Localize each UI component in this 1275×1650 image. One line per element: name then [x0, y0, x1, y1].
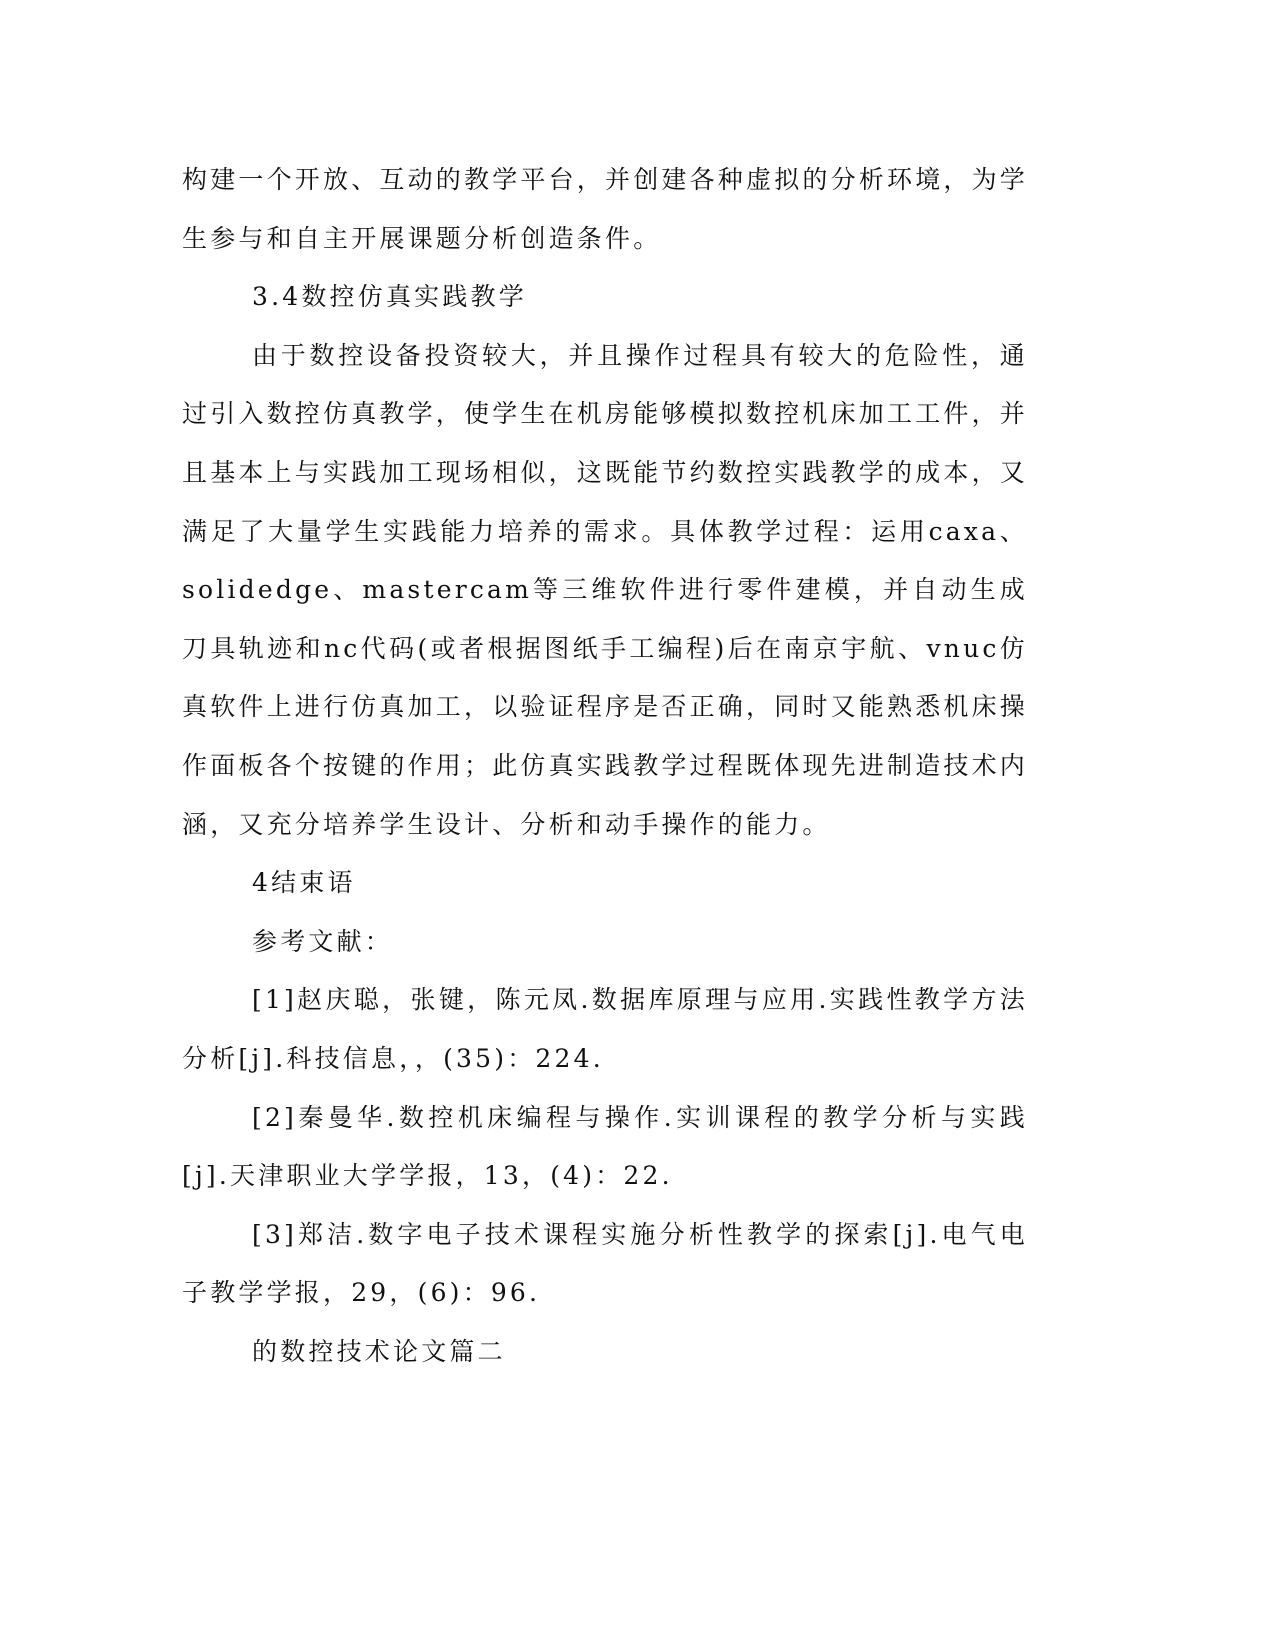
document-body — [182, 151, 1028, 1381]
section-heading-3-4: 3.4数控仿真实践教学 — [252, 282, 527, 312]
paragraph-simulation: 由于数控设备投资较大，并且操作过程具有较大的危险性，通过引入数控仿真教学，使学生在机房能够模拟数控机床加工工件，并且基本上与实践加工现场相似，这既能节约数控实践教学的成本，又满足了大量学生实践能力培养的需求。具体教学过程：运用caxa、solidedge、mastercam等三维软件进行零件建模，并自动生成刀具轨迹和nc代码(或者根据图纸手工编程)后在南京宇航、vnuc仿真软件上进行仿真加工，以验证程序是否正确，同时又能熟悉机床操作面板各个按键的作用；此仿真实践教学过程既体现先进制造技术内涵，又充分培养学生设计、分析和动手操作的能力。 — [182, 340, 1029, 839]
section-heading-conclusion: 4结束语 — [252, 868, 356, 898]
reference-item-3: [3]郑洁.数字电子技术课程实施分析性教学的探索[j].电气电子教学学报，29，(6)：96. — [182, 1219, 1028, 1308]
references-heading: 参考文献： — [252, 926, 394, 956]
next-article-title: 的数控技术论文篇二 — [252, 1336, 506, 1366]
reference-item-1: [1]赵庆聪，张键，陈元凤.数据库原理与应用.实践性教学方法分析[j].科技信息，，(35)：224. — [182, 985, 1028, 1073]
reference-item-2: [2]秦曼华.数控机床编程与操作.实训课程的教学分析与实践[j].天津职业大学学报，13，(4)：22. — [182, 1102, 1028, 1191]
paragraph-platform: 构建一个开放、互动的教学平台，并创建各种虚拟的分析环境，为学生参与和自主开展课题分析创造条件。 — [182, 165, 1029, 253]
